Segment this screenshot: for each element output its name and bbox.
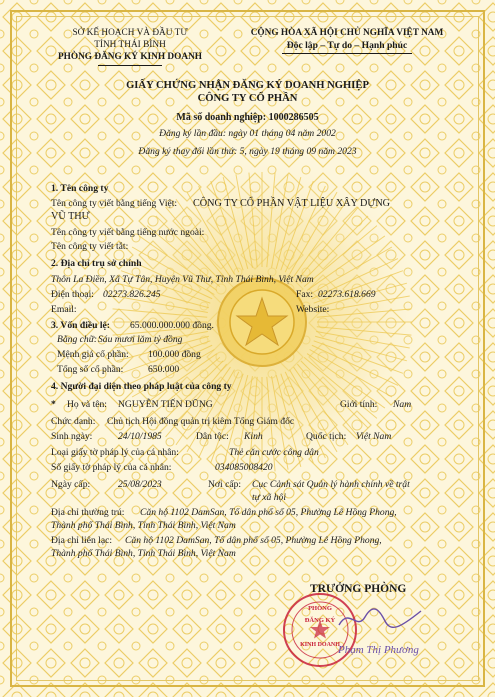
foreign-name-label: Tên công ty viết bằng tiếng nước ngoài: [51,227,205,238]
dob-value: 24/10/1985 [118,431,162,442]
company-type: CÔNG TY CỔ PHẦN [197,93,298,104]
nationality-label: Quốc tịch: [306,431,347,442]
issue-date-value: 25/08/2023 [118,479,162,490]
fax-value: 02273.618.669 [318,289,376,300]
par-value: 100.000 đồng [148,349,201,360]
ethnicity-label: Dân tộc: [196,431,229,442]
vn-name-value-2: VŨ THƯ [51,211,90,222]
issue-place-value-2: tự xã hội [252,492,287,503]
email-label: Email: [51,304,77,315]
head-office-address: Thôn La Điền, Xã Tự Tân, Huyện Vũ Thư, Tỉnh Thái Bình, Việt Nam [51,274,314,285]
signature-title: TRƯỞNG PHÒNG [310,583,407,595]
name-label: Họ và tên: [67,399,107,410]
representative-bullet: * [51,399,56,410]
agency-line-1: SỞ KẾ HOẠCH VÀ ĐẦU TƯ [72,28,188,38]
id-type-label: Loại giấy tờ pháp lý của cá nhân: [51,447,179,458]
short-name-label: Tên công ty viết tắt: [51,241,129,252]
section-4-heading: 4. Người đại diện theo pháp luật của công ty [51,381,232,392]
capital-in-words-label: Bằng chữ: [57,334,98,345]
gender-value: Nam [393,399,412,410]
stamp-text-bottom: KINH DOANH [300,642,340,648]
id-type-value: Thẻ căn cước công dân [229,447,319,458]
id-number-value: 034085008420 [215,462,273,473]
contact-address-label: Địa chỉ liên lạc: [51,535,113,546]
par-value-label: Mệnh giá cổ phần: [57,349,129,360]
vn-name-label: Tên công ty viết bằng tiếng Việt: [51,198,178,209]
stamp-text-mid: ĐĂNG KÝ [304,617,336,624]
issue-place-label: Nơi cấp: [208,479,242,490]
agency-line-2: TỈNH THÁI BÌNH [94,40,166,50]
total-shares-label: Tổng số cổ phần: [57,364,124,375]
id-number-label: Số giấy tờ pháp lý của cá nhân: [51,462,172,473]
nationality-value: Việt Nam [356,431,392,442]
position-value: Chủ tịch Hội đồng quản trị kiêm Tổng Giám đốc [107,416,295,427]
stamp-text-top: PHÒNG [308,605,332,612]
agency-underline [98,65,162,66]
contact-address-value-1: Căn hộ 1102 DamSan, Tổ dân phố số 05, Phường Lê Hồng Phong, [125,535,382,546]
permanent-address-label: Địa chỉ thường trú: [51,507,125,518]
section-1-heading: 1. Tên công ty [51,183,109,194]
vn-name-value-1: CÔNG TY CỔ PHẦN VẬT LIỆU XÂY DỰNG [193,198,391,209]
total-shares-value: 650.000 [148,364,180,375]
country-name: CỘNG HÒA XÃ HỘI CHỦ NGHĨA VIỆT NAM [250,28,444,38]
issue-date-label: Ngày cấp: [51,479,91,490]
tax-code: Mã số doanh nghiệp: 1000286505 [176,112,319,123]
fax-label: Fax: [296,289,314,300]
position-label: Chức danh: [51,416,96,427]
signer-name: Phạm Thị Phương [338,644,419,656]
first-registration: Đăng ký lần đầu: ngày 01 tháng 04 năm 2002 [159,128,336,139]
permanent-address-value-1: Căn hộ 1102 DamSan, Tổ dân phố số 05, Phường Lê Hồng Phong, [140,507,397,518]
website-label: Website: [296,304,330,315]
certificate-title: GIẤY CHỨNG NHẬN ĐĂNG KÝ DOANH NGHIỆP [126,80,369,91]
ethnicity-value: Kinh [244,431,263,442]
phone-label: Điện thoại: [51,289,94,300]
change-registration: Đăng ký thay đổi lần thứ: 5, ngày 19 tháng 09 năm 2023 [138,146,357,157]
handwritten-signature [335,603,425,633]
gender-label: Giới tính: [340,399,378,410]
agency-line-3: PHÒNG ĐĂNG KÝ KINH DOANH [57,52,203,62]
permanent-address-value-2: Thành phố Thái Bình, Tỉnh Thái Bình, Việt Nam [51,520,236,531]
charter-capital-value: 65.000.000.000 đồng. [130,320,214,331]
name-value: NGUYỄN TIẾN DŨNG [118,399,213,410]
section-3-heading: 3. Vốn điều lệ: [51,320,110,331]
national-motto: Độc lập – Tự do – Hạnh phúc [286,40,408,51]
motto-underline [282,53,412,54]
capital-in-words-value: Sáu mươi lăm tỷ đồng [98,334,183,345]
contact-address-value-2: Thành phố Thái Bình, Tỉnh Thái Bình, Việt Nam [51,548,236,559]
dob-label: Sinh ngày: [51,431,93,442]
issue-place-value-1: Cục Cảnh sát Quản lý hành chính về trật [252,479,410,490]
phone-value: 02273.826.245 [103,289,161,300]
section-2-heading: 2. Địa chỉ trụ sở chính [51,258,142,269]
